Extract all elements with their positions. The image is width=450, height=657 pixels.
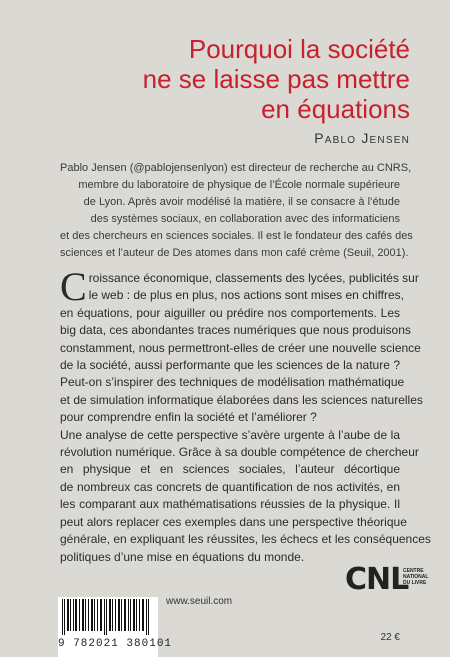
summary-line: le web : de plus en plus, nos actions sont mises en chiffres, <box>88 288 404 303</box>
summary-line: en équations, pour aiguiller ou prédire nos comportements. Les <box>60 305 400 320</box>
summary-line: de nombreux cas concrets de quantification de nos activités, en <box>60 479 400 494</box>
footer <box>0 560 450 656</box>
publisher-url[interactable]: www.seuil.com <box>166 596 233 607</box>
title-line: ne se laisse pas mettre <box>142 64 410 94</box>
summary-line: de la société, aussi performante que les sciences de la nature ? <box>60 358 400 373</box>
cnl-logo-letters: CNL <box>345 562 409 597</box>
summary-line: peut alors replacer ces exemples dans une perspective théorique <box>60 514 407 529</box>
price: 22 € <box>380 632 400 643</box>
summary-line: pour comprendre enfin la société et l’améliorer ? <box>60 410 317 425</box>
book-title <box>110 34 410 124</box>
summary-line: en physique et en sciences sociales, l’auteur décortique <box>60 462 400 477</box>
bio-line: membre du laboratoire de physique de l’École normale supérieure <box>78 179 400 191</box>
summary-line: constamment, nous permettront-elles de créer une nouvelle science <box>60 340 421 355</box>
barcode-number: 9 782021 380101 <box>58 638 173 650</box>
summary-text <box>60 264 431 566</box>
drop-cap: C <box>60 264 87 309</box>
bio-line: et des chercheurs en sciences sociales. Il est le fondateur des cafés des <box>60 230 413 242</box>
summary-line: générale, en expliquant les réussites, les échecs et les conséquences <box>60 532 431 547</box>
author-name: Pablo Jensen <box>314 130 410 146</box>
summary-line: politiques d’une mise en équations du monde. <box>60 549 305 564</box>
summary-line: les comparant aux mathématisations réussies de la physique. Il <box>60 497 400 512</box>
title-line: en équations <box>261 94 410 124</box>
bio-line: des systèmes sociaux, en collaboration avec des informaticiens <box>90 213 400 225</box>
summary-line: roissance économique, classements des lycées, publicités sur <box>88 271 419 285</box>
author-bio <box>60 160 413 262</box>
summary-line: et de simulation informatique élaborées dans les sciences naturelles <box>60 392 423 407</box>
summary-line: révolution numérique. Grâce à sa double compétence de chercheur <box>60 445 419 460</box>
bio-line: sciences et l’auteur de Des atomes dans mon café crème (Seuil, 2001). <box>60 247 409 259</box>
title-line: Pourquoi la société <box>188 34 410 64</box>
cnl-logo-subtitle: CENTRE NATIONAL DU LIVRE <box>403 568 429 586</box>
summary-line: big data, ces abondantes traces numériques que nous produisons <box>60 323 411 338</box>
barcode-icon <box>58 597 158 635</box>
bio-line: de Lyon. Après avoir modélisé la matière, il se consacre à l’étude <box>83 196 400 208</box>
bio-line: Pablo Jensen (@pablojensenlyon) est directeur de recherche au CNRS, <box>60 162 412 174</box>
cnl-logo <box>345 562 429 597</box>
summary-line: Une analyse de cette perspective s’avère urgente à l’aube de la <box>60 427 400 442</box>
summary-line: Peut-on s’inspirer des techniques de modélisation mathématique <box>60 375 405 390</box>
